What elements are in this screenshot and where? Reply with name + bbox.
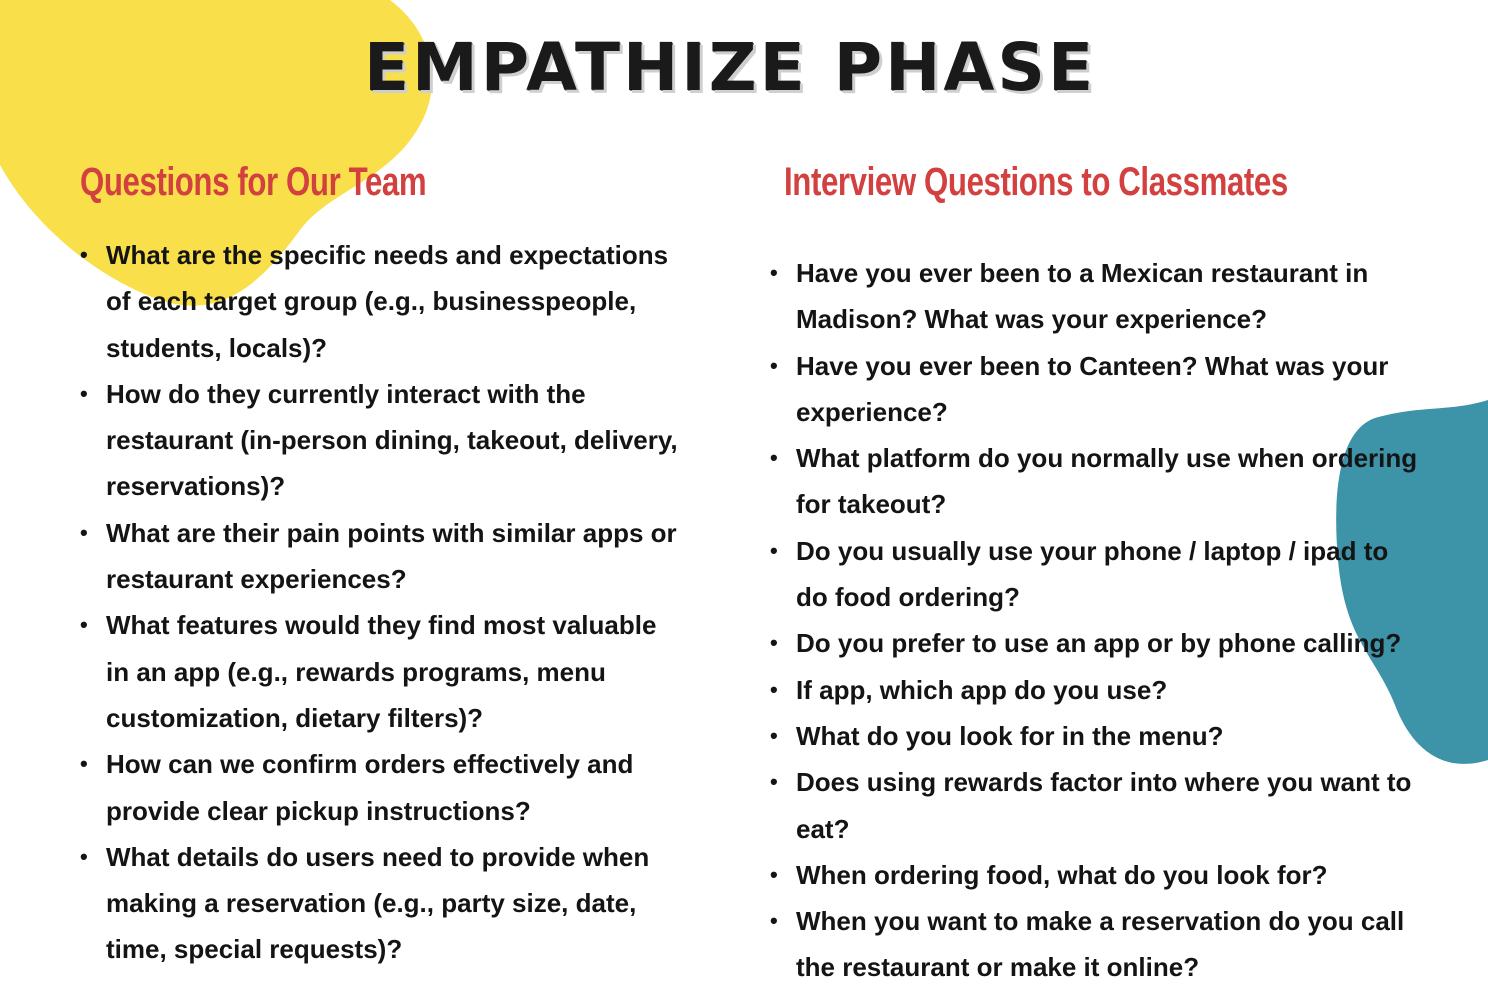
bullet-icon: • xyxy=(770,630,778,656)
bullet-icon: • xyxy=(770,769,778,795)
right-column-heading: Interview Questions to Classmates xyxy=(784,160,1288,204)
list-item-text: What platform do you normally use when ordering for takeout? xyxy=(796,443,1418,520)
interview-questions-list xyxy=(770,250,1420,991)
list-item-text: How can we confirm orders effectively and provide clear pickup instructions? xyxy=(106,749,634,826)
list-item-text: What are their pain points with similar apps or restaurant experiences? xyxy=(106,517,677,595)
list-item xyxy=(80,741,680,834)
bullet-icon: • xyxy=(80,751,88,777)
bullet-icon: • xyxy=(80,843,88,869)
list-item xyxy=(770,713,1420,759)
bullet-icon: • xyxy=(770,537,778,563)
list-item xyxy=(80,602,680,741)
list-item-text: When ordering food, what do you look for? xyxy=(796,859,1328,890)
list-item xyxy=(80,834,680,973)
bullet-icon: • xyxy=(770,352,778,378)
bullet-icon: • xyxy=(770,676,778,702)
bullet-icon: • xyxy=(770,908,778,934)
bullet-icon: • xyxy=(80,519,88,545)
list-item xyxy=(770,620,1420,666)
list-item xyxy=(80,371,680,510)
list-item xyxy=(770,759,1420,852)
bullet-icon: • xyxy=(80,242,88,267)
list-item-text: Do you prefer to use an app or by phone calling? xyxy=(796,628,1402,659)
list-item xyxy=(770,667,1420,713)
list-item-text: What do you look for in the menu? xyxy=(796,720,1224,751)
list-item-text: When you want to make a reservation do you call the restaurant or make it online? xyxy=(796,906,1405,983)
list-item xyxy=(80,232,680,371)
list-item-text: What features would they find most valuable in an app (e.g., rewards programs, menu customization, dietary filters)? xyxy=(106,610,657,733)
list-item xyxy=(770,898,1420,991)
list-item-text: Have you ever been to Canteen? What was your experience? xyxy=(796,350,1389,427)
bullet-icon: • xyxy=(770,260,778,285)
bullet-icon: • xyxy=(80,380,88,406)
bullet-icon: • xyxy=(770,445,778,471)
bullet-icon: • xyxy=(770,722,778,748)
list-item-text: Does using rewards factor into where you want to eat? xyxy=(796,767,1412,844)
list-item-text: What are the specific needs and expectations of each target group (e.g., businesspeople, students, locals)? xyxy=(106,240,669,363)
list-item-text: Have you ever been to a Mexican restaurant in Madison? What was your experience? xyxy=(796,258,1369,335)
list-item-text: Do you usually use your phone / laptop / ipad to do food ordering? xyxy=(796,535,1389,613)
list-item xyxy=(770,343,1420,436)
list-item xyxy=(770,250,1420,343)
list-item xyxy=(770,528,1420,621)
bullet-icon: • xyxy=(770,861,778,887)
list-item xyxy=(80,510,680,603)
bullet-icon: • xyxy=(80,612,88,638)
page-title: EMPATHIZE PHASE xyxy=(363,29,1097,106)
list-item-text: If app, which app do you use? xyxy=(796,674,1168,705)
list-item xyxy=(770,435,1420,528)
team-questions-list xyxy=(80,232,680,973)
list-item-text: What details do users need to provide when making a reservation (e.g., party size, date, time, special requests)? xyxy=(106,841,650,965)
list-item xyxy=(770,852,1420,898)
list-item-text: How do they currently interact with the restaurant (in-person dining, takeout, delivery, reservations)? xyxy=(106,378,678,502)
left-column-heading: Questions for Our Team xyxy=(80,160,427,204)
